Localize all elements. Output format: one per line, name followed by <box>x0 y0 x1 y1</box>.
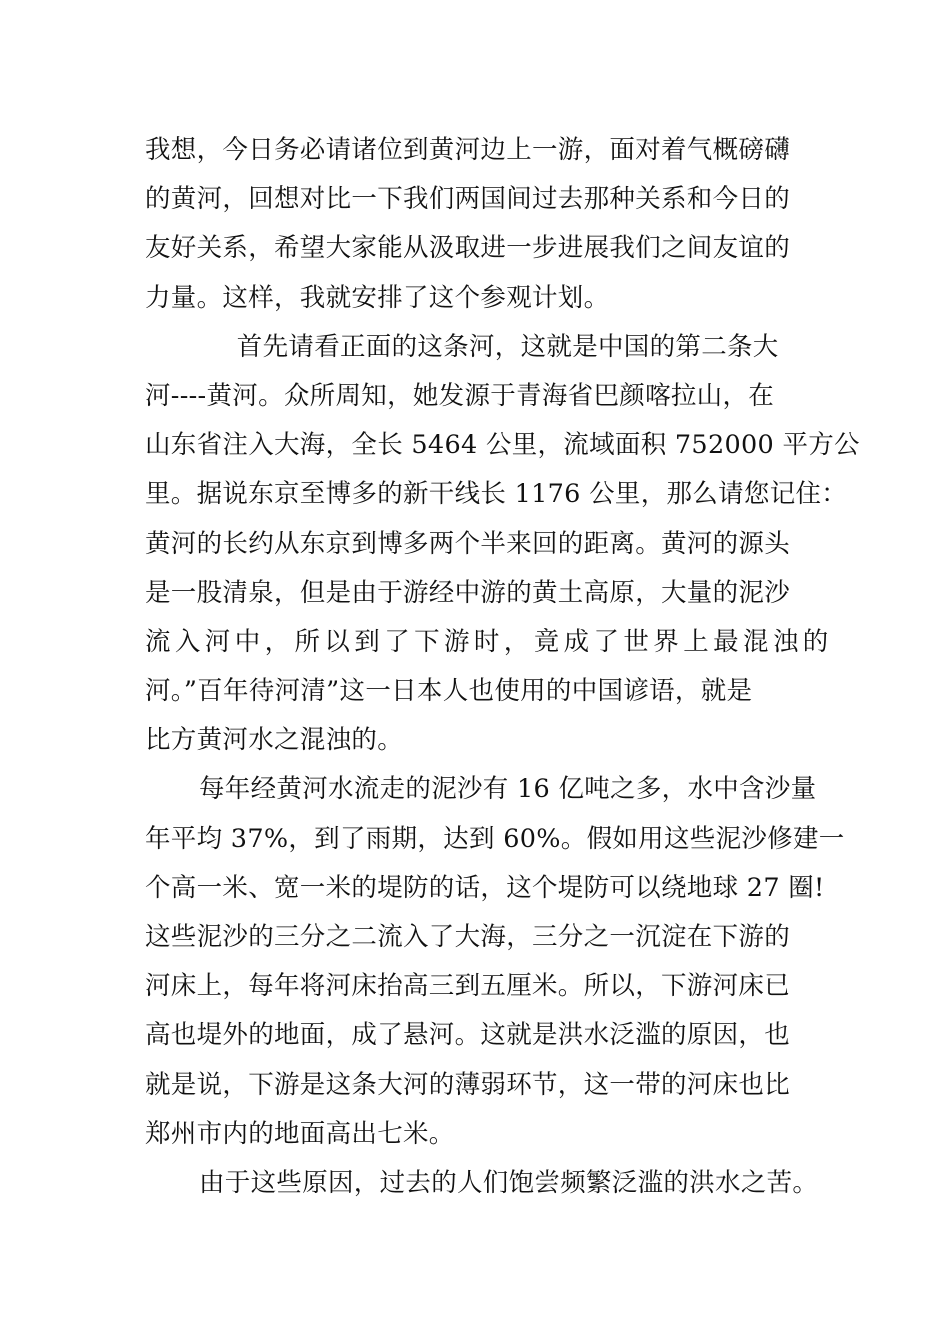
text-line: 里。据说东京至博多的新干线长 1176 公里，那么请您记住： <box>145 479 848 510</box>
text-line: 河床上，每年将河床抬高三到五厘米。所以，下游河床已 <box>145 971 791 1002</box>
text-line: 比方黄河水之混浊的。 <box>145 725 404 756</box>
text-line: 年平均 37%，到了雨期，达到 60%。假如用这些泥沙修建一 <box>145 823 845 854</box>
body-text <box>145 126 860 1208</box>
text-line: 我想，今日务必请诸位到黄河边上一游，面对着气概磅礴 <box>145 135 791 165</box>
text-line: 首先请看正面的这条河，这就是中国的第二条大 <box>211 331 779 362</box>
text-line: 这些泥沙的三分之二流入了大海，三分之一沉淀在下游的 <box>145 922 791 952</box>
text-line: 黄河的长约从东京到博多两个半来回的距离。黄河的源头 <box>145 528 791 559</box>
text-line: 流入河中，所以到了下游时，竟成了世界上最混浊的 <box>145 626 833 657</box>
text-line: 个高一米、宽一米的堤防的话，这个堤防可以绕地球 27 圈! <box>145 872 825 903</box>
text-line: 河----黄河。众所周知，她发源于青海省巴颜喀拉山，在 <box>145 380 775 411</box>
text-line: 力量。这样，我就安排了这个参观计划。 <box>145 282 610 313</box>
text-line: 友好关系，希望大家能从汲取进一步进展我们之间友谊的 <box>145 233 791 264</box>
text-line: 郑州市内的地面高出七米。 <box>145 1118 455 1149</box>
text-line: 高也堤外的地面，成了悬河。这就是洪水泛滥的原因，也 <box>145 1020 791 1051</box>
text-line: 由于这些原因，过去的人们饱尝频繁泛滥的洪水之苦。 <box>199 1167 819 1198</box>
text-line: 山东省注入大海，全长 5464 公里，流域面积 752000 平方公 <box>145 430 860 461</box>
text-line: 是一股清泉，但是由于游经中游的黄土高原，大量的泥沙 <box>145 577 791 608</box>
text-line: 河。”百年待河清”这一日本人也使用的中国谚语，就是 <box>145 676 753 707</box>
text-line: 每年经黄河水流走的泥沙有 16 亿吨之多，水中含沙量 <box>199 774 817 805</box>
text-line: 就是说，下游是这条大河的薄弱环节，这一带的河床也比 <box>145 1069 791 1100</box>
text-line: 的黄河，回想对比一下我们两国间过去那种关系和今日的 <box>145 184 791 215</box>
